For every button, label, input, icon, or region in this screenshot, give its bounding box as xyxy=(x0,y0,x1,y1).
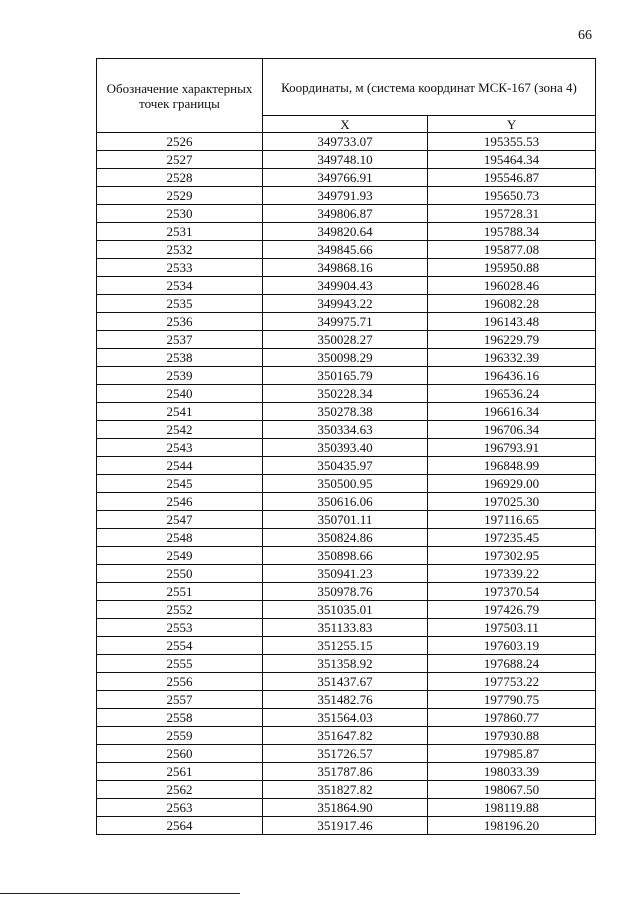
y-coordinate-cell: 197603.19 xyxy=(428,637,596,655)
table-row xyxy=(97,331,596,349)
table-row xyxy=(97,493,596,511)
x-coordinate-cell: 351255.15 xyxy=(263,637,428,655)
x-coordinate-cell: 350898.66 xyxy=(263,547,428,565)
table-row xyxy=(97,223,596,241)
x-coordinate-cell: 350165.79 xyxy=(263,367,428,385)
table-row xyxy=(97,439,596,457)
table-row xyxy=(97,475,596,493)
point-id-cell: 2541 xyxy=(97,403,263,421)
header-coordinates: Координаты, м (система координат МСК-167 (зона 4) xyxy=(263,59,596,116)
header-point-designation: Обозначение характерных точек границы xyxy=(97,59,263,133)
table-row xyxy=(97,763,596,781)
table-row xyxy=(97,547,596,565)
x-coordinate-cell: 351647.82 xyxy=(263,727,428,745)
coordinates-table xyxy=(96,58,596,835)
x-coordinate-cell: 349943.22 xyxy=(263,295,428,313)
table-row xyxy=(97,655,596,673)
point-id-cell: 2553 xyxy=(97,619,263,637)
table-row xyxy=(97,637,596,655)
table-row xyxy=(97,367,596,385)
y-coordinate-cell: 196616.34 xyxy=(428,403,596,421)
page-number: 66 xyxy=(578,28,592,43)
point-id-cell: 2546 xyxy=(97,493,263,511)
y-coordinate-cell: 195877.08 xyxy=(428,241,596,259)
y-coordinate-cell: 197753.22 xyxy=(428,673,596,691)
table-row xyxy=(97,745,596,763)
x-coordinate-cell: 349904.43 xyxy=(263,277,428,295)
point-id-cell: 2538 xyxy=(97,349,263,367)
y-coordinate-cell: 196436.16 xyxy=(428,367,596,385)
x-coordinate-cell: 349868.16 xyxy=(263,259,428,277)
x-coordinate-cell: 349766.91 xyxy=(263,169,428,187)
x-coordinate-cell: 349733.07 xyxy=(263,133,428,151)
y-coordinate-cell: 197930.88 xyxy=(428,727,596,745)
table-row xyxy=(97,817,596,835)
point-id-cell: 2562 xyxy=(97,781,263,799)
x-coordinate-cell: 349820.64 xyxy=(263,223,428,241)
point-id-cell: 2531 xyxy=(97,223,263,241)
table-row xyxy=(97,187,596,205)
point-id-cell: 2542 xyxy=(97,421,263,439)
x-coordinate-cell: 350824.86 xyxy=(263,529,428,547)
point-id-cell: 2564 xyxy=(97,817,263,835)
y-coordinate-cell: 197790.75 xyxy=(428,691,596,709)
y-coordinate-cell: 195950.88 xyxy=(428,259,596,277)
point-id-cell: 2560 xyxy=(97,745,263,763)
x-coordinate-cell: 351917.46 xyxy=(263,817,428,835)
point-id-cell: 2554 xyxy=(97,637,263,655)
x-coordinate-cell: 351035.01 xyxy=(263,601,428,619)
point-id-cell: 2561 xyxy=(97,763,263,781)
point-id-cell: 2555 xyxy=(97,655,263,673)
y-coordinate-cell: 198033.39 xyxy=(428,763,596,781)
x-coordinate-cell: 351864.90 xyxy=(263,799,428,817)
y-coordinate-cell: 196848.99 xyxy=(428,457,596,475)
x-coordinate-cell: 351827.82 xyxy=(263,781,428,799)
point-id-cell: 2530 xyxy=(97,205,263,223)
table-row xyxy=(97,781,596,799)
point-id-cell: 2537 xyxy=(97,331,263,349)
y-coordinate-cell: 197370.54 xyxy=(428,583,596,601)
table-row xyxy=(97,205,596,223)
table-row xyxy=(97,241,596,259)
point-id-cell: 2532 xyxy=(97,241,263,259)
point-id-cell: 2558 xyxy=(97,709,263,727)
point-id-cell: 2539 xyxy=(97,367,263,385)
x-coordinate-cell: 349748.10 xyxy=(263,151,428,169)
point-id-cell: 2534 xyxy=(97,277,263,295)
y-coordinate-cell: 197302.95 xyxy=(428,547,596,565)
header-x: X xyxy=(263,116,428,133)
table-row xyxy=(97,565,596,583)
x-coordinate-cell: 350228.34 xyxy=(263,385,428,403)
x-coordinate-cell: 350978.76 xyxy=(263,583,428,601)
point-id-cell: 2563 xyxy=(97,799,263,817)
table-row xyxy=(97,799,596,817)
point-id-cell: 2543 xyxy=(97,439,263,457)
y-coordinate-cell: 195788.34 xyxy=(428,223,596,241)
x-coordinate-cell: 349791.93 xyxy=(263,187,428,205)
table-row xyxy=(97,349,596,367)
table-row xyxy=(97,691,596,709)
x-coordinate-cell: 350500.95 xyxy=(263,475,428,493)
y-coordinate-cell: 196082.28 xyxy=(428,295,596,313)
x-coordinate-cell: 351437.67 xyxy=(263,673,428,691)
table-row xyxy=(97,133,596,151)
point-id-cell: 2535 xyxy=(97,295,263,313)
table-row xyxy=(97,583,596,601)
y-coordinate-cell: 198196.20 xyxy=(428,817,596,835)
header-y: Y xyxy=(428,116,596,133)
y-coordinate-cell: 197235.45 xyxy=(428,529,596,547)
y-coordinate-cell: 196706.34 xyxy=(428,421,596,439)
point-id-cell: 2556 xyxy=(97,673,263,691)
y-coordinate-cell: 197860.77 xyxy=(428,709,596,727)
table-row xyxy=(97,151,596,169)
y-coordinate-cell: 195650.73 xyxy=(428,187,596,205)
x-coordinate-cell: 350701.11 xyxy=(263,511,428,529)
table-row xyxy=(97,295,596,313)
table-row xyxy=(97,313,596,331)
table-row xyxy=(97,619,596,637)
point-id-cell: 2550 xyxy=(97,565,263,583)
table-row xyxy=(97,529,596,547)
x-coordinate-cell: 349975.71 xyxy=(263,313,428,331)
table-row xyxy=(97,601,596,619)
table-row xyxy=(97,169,596,187)
y-coordinate-cell: 196332.39 xyxy=(428,349,596,367)
y-coordinate-cell: 196143.48 xyxy=(428,313,596,331)
table-row xyxy=(97,277,596,295)
x-coordinate-cell: 350334.63 xyxy=(263,421,428,439)
y-coordinate-cell: 197426.79 xyxy=(428,601,596,619)
y-coordinate-cell: 196793.91 xyxy=(428,439,596,457)
table-row xyxy=(97,727,596,745)
x-coordinate-cell: 351564.03 xyxy=(263,709,428,727)
x-coordinate-cell: 350393.40 xyxy=(263,439,428,457)
y-coordinate-cell: 195464.34 xyxy=(428,151,596,169)
x-coordinate-cell: 350028.27 xyxy=(263,331,428,349)
y-coordinate-cell: 197116.65 xyxy=(428,511,596,529)
y-coordinate-cell: 197688.24 xyxy=(428,655,596,673)
table-row xyxy=(97,673,596,691)
y-coordinate-cell: 196929.00 xyxy=(428,475,596,493)
y-coordinate-cell: 196028.46 xyxy=(428,277,596,295)
x-coordinate-cell: 350098.29 xyxy=(263,349,428,367)
x-coordinate-cell: 349845.66 xyxy=(263,241,428,259)
point-id-cell: 2549 xyxy=(97,547,263,565)
x-coordinate-cell: 351133.83 xyxy=(263,619,428,637)
x-coordinate-cell: 351358.92 xyxy=(263,655,428,673)
table-row xyxy=(97,511,596,529)
y-coordinate-cell: 197985.87 xyxy=(428,745,596,763)
y-coordinate-cell: 198067.50 xyxy=(428,781,596,799)
point-id-cell: 2547 xyxy=(97,511,263,529)
y-coordinate-cell: 197503.11 xyxy=(428,619,596,637)
x-coordinate-cell: 349806.87 xyxy=(263,205,428,223)
point-id-cell: 2544 xyxy=(97,457,263,475)
y-coordinate-cell: 198119.88 xyxy=(428,799,596,817)
y-coordinate-cell: 197339.22 xyxy=(428,565,596,583)
table-body xyxy=(97,133,596,835)
y-coordinate-cell: 195728.31 xyxy=(428,205,596,223)
y-coordinate-cell: 197025.30 xyxy=(428,493,596,511)
point-id-cell: 2528 xyxy=(97,169,263,187)
y-coordinate-cell: 195355.53 xyxy=(428,133,596,151)
point-id-cell: 2548 xyxy=(97,529,263,547)
point-id-cell: 2526 xyxy=(97,133,263,151)
table-row xyxy=(97,259,596,277)
point-id-cell: 2540 xyxy=(97,385,263,403)
x-coordinate-cell: 350435.97 xyxy=(263,457,428,475)
table-row xyxy=(97,385,596,403)
point-id-cell: 2533 xyxy=(97,259,263,277)
y-coordinate-cell: 196536.24 xyxy=(428,385,596,403)
x-coordinate-cell: 351787.86 xyxy=(263,763,428,781)
x-coordinate-cell: 351726.57 xyxy=(263,745,428,763)
table-row xyxy=(97,709,596,727)
point-id-cell: 2545 xyxy=(97,475,263,493)
point-id-cell: 2536 xyxy=(97,313,263,331)
point-id-cell: 2529 xyxy=(97,187,263,205)
x-coordinate-cell: 350941.23 xyxy=(263,565,428,583)
bottom-rule xyxy=(0,893,240,894)
point-id-cell: 2559 xyxy=(97,727,263,745)
point-id-cell: 2527 xyxy=(97,151,263,169)
table-row xyxy=(97,421,596,439)
y-coordinate-cell: 195546.87 xyxy=(428,169,596,187)
point-id-cell: 2551 xyxy=(97,583,263,601)
table-row xyxy=(97,403,596,421)
point-id-cell: 2557 xyxy=(97,691,263,709)
x-coordinate-cell: 351482.76 xyxy=(263,691,428,709)
table-row xyxy=(97,457,596,475)
x-coordinate-cell: 350616.06 xyxy=(263,493,428,511)
y-coordinate-cell: 196229.79 xyxy=(428,331,596,349)
x-coordinate-cell: 350278.38 xyxy=(263,403,428,421)
point-id-cell: 2552 xyxy=(97,601,263,619)
